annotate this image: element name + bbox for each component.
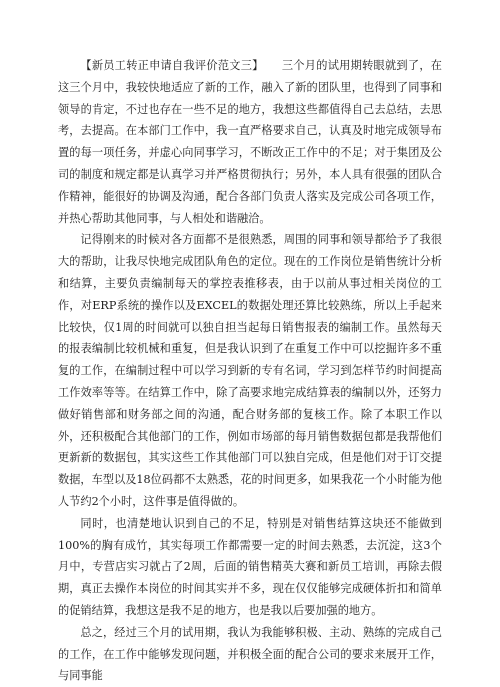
paragraph-shortcomings: 同时，也清楚地认识到自己的不足，特别是对销售结算这块还不能做到100%的胸有成竹，其实每项工作都需要一定的时间去熟悉，去沉淀，这3个月中，专营店实习就占了2周，后面的销售精英大赛和新员工培训，再除去假期，真正去操作本岗位的时间其实并不多，现在仅仅能够完成硬体折扣和简单的促销结算，我想这是我不足的地方，也是我以后要加强的地方。: [58, 516, 442, 617]
paragraph-text: 三个月的试用期转眼就到了，在这三个月中，我较快地适应了新的工作，融入了新的团队里，也得到了同事和领导的肯定，不过也存在一些不足的地方，我想这些都值得自己去总结，去思考，去提高。在本部门工作中，我一直严格要求自己，认真及时地完成领导布置的每一项任务，并虚心向同事学习，不断改正工作中的不足；对于集团及公司的制度和规定都是认真学习并严格贯彻执行；另外，本人具有很强的团队合作精神，能很好的协调及沟通，配合各部门负责人落实及完成公司各项工作，并热心帮助其他同事，与人相处和谐融洽。: [58, 59, 442, 225]
document-title: 【新员工转正申请自我评价范文三】: [80, 59, 264, 72]
document-body: [58, 55, 442, 687]
paragraph-summary: 总之，经过三个月的试用期，我认为我能够积极、主动、熟练的完成自己的工作，在工作中能够发现问题，并积极全面的配合公司的要求来展开工作，与同事能: [58, 625, 442, 683]
paragraph-work-experience: 记得刚来的时候对各方面都不是很熟悉，周围的同事和领导都给予了我很大的帮助，让我尽快地完成团队角色的定位。现在的工作岗位是销售统计分析和结算，主要负责编制每天的掌控表推移表，由于以前从事过相关岗位的工作，对ERP系统的操作以及EXCEL的数据处理还算比较熟练，所以上手起来比较快，仅1周的时间就可以独自担当起每日销售报表的编制工作。虽然每天的报表编制比较机械和重复，但是我认识到了在重复工作中可以挖掘许多不重复的工作，在编制过程中可以学习到新的专有名词，学习到怎样节约时间提高工作效率等等。在结算工作中，除了高要求地完成结算表的编制以外，还努力做好销售部和财务部之间的沟通，配合财务部的复核工作。除了本职工作以外，还积极配合其他部门的工作，例如市场部的每月销售数据包都是我帮他们更新新的数据包，其实这些工作其他部门可以独自完成，但是他们对于订交提数据，车型以及18位码都不太熟悉，花的时间更多，如果我花一个小时能为他人节约2个小时，这件事是值得做的。: [58, 233, 442, 508]
paragraph-intro: [58, 55, 442, 229]
